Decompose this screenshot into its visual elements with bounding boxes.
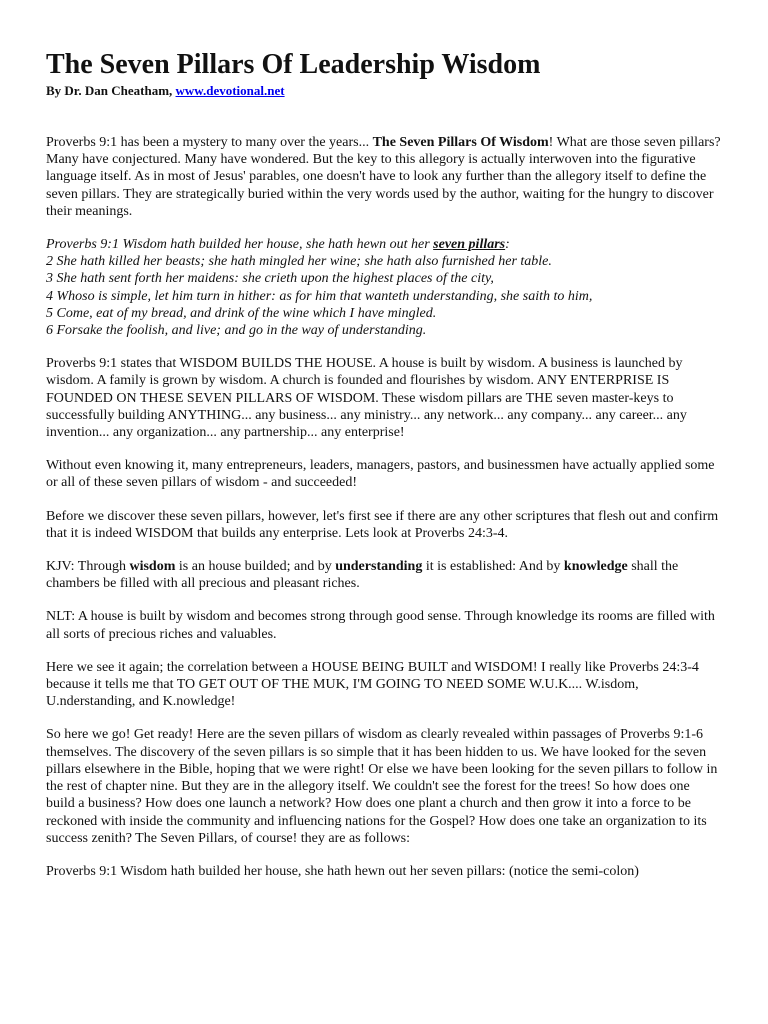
kjv-text-3: it is established: And by [422,559,564,575]
kjv-text-4: shall the chambers be filled with all precious and pleasant riches. [46,559,679,592]
verse-1 [46,236,722,253]
final-verse-paragraph: Proverbs 9:1 Wisdom hath builded her house, she hath hewn out her seven pillars: (notice the semi-colon) [46,863,639,879]
verse-1-text: Proverbs 9:1 Wisdom hath builded her house, she hath hewn out her [46,237,434,253]
intro-text-rest: ! What are those seven pillars? Many have conjectured. Many have wondered. But the key to this allegory is actually interwoven into the figurative language itself. As in most of Jesus' parables, one doesn't have to look any further than the allegory itself to define the seven pillars. They are strategically buried within the very words used by the author, waiting for the hungry to discover their meanings. [46,135,721,219]
entrepreneurs-paragraph: Without even knowing it, many entrepreneurs, leaders, managers, pastors, and businessmen have actually applied some or all of these seven pillars of wisdom - and succeeded! [46,458,715,491]
kjv-bold-knowledge: knowledge [563,559,628,575]
verse-2: 2 She hath killed her beasts; she hath mingled her wine; she hath also furnished her table. [46,254,552,270]
kjv-text-2: is an house builded; and by [175,559,336,575]
kjv-bold-wisdom: wisdom [129,559,176,575]
page-title: The Seven Pillars Of Leadership Wisdom [46,49,541,80]
intro-paragraph [46,134,722,220]
website-link[interactable]: www.devotional.net [175,83,285,98]
seven-pillars-emphasis: seven pillars [433,237,506,253]
verse-4: 4 Whoso is simple, let him turn in hither: as for him that wanteth understanding, she saith to him, [46,288,593,304]
verse-3: 3 She hath sent forth her maidens: she crieth upon the highest places of the city, [46,271,494,287]
kjv-paragraph [46,558,722,592]
seven-pillars-intro-paragraph: So here we go! Get ready! Here are the seven pillars of wisdom as clearly revealed within passages of Proverbs 9:1-6 themselves. The discovery of the seven pillars is so simple that it has been hidden to us. We have looked for the seven pillars elsewhere in the Bible, hoping that we were right! Or else we have been looking for the seven pillars to follow in the rest of chapter nine. But they are in the allegory itself. We couldn't see the forest for the trees! So how does one build a business? How does one launch a network? How does one plant a church and then grow it into a force to be reckoned with inside the community and influencing nations for the Gospel? How does one take an organization to its success zenith? The Seven Pillars, of course! they are as follows: [46,727,718,846]
verse-6: 6 Forsake the foolish, and live; and go in the way of understanding. [46,323,427,339]
byline [46,82,722,100]
kjv-text-1: KJV: Through [46,559,130,575]
nlt-paragraph: NLT: A house is built by wisdom and becomes strong through good sense. Through knowledge its rooms are filled with all sorts of precious riches and valuables. [46,609,715,642]
verse-1-colon: : [505,237,510,253]
intro-text-start: Proverbs 9:1 has been a mystery to many over the years... [46,135,373,150]
verse-5: 5 Come, eat of my bread, and drink of the wine which I have mingled. [46,305,437,321]
kjv-bold-understanding: understanding [335,559,423,575]
wisdom-builds-paragraph: Proverbs 9:1 states that WISDOM BUILDS THE HOUSE. A house is built by wisdom. A business is launched by wisdom. A family is grown by wisdom. A church is founded and flourishes by wisdom. ANY ENTERPRISE IS FOUNDED ON THESE SEVEN PILLARS OF WISDOM. These wisdom pillars are THE seven master-keys to successfully building ANYTHING... any business... any ministry... any network... any company... any career... any invention... any organization... any partnership... any enterprise! [46,356,687,441]
intro-bold-phrase: The Seven Pillars Of Wisdom [372,135,549,150]
byline-author: By Dr. Dan Cheatham, [46,83,176,98]
scriptures-paragraph: Before we discover these seven pillars, however, let's first see if there are any other scriptures that flesh out and confirm that it is indeed WISDOM that builds any enterprise. Lets look at Proverbs 24:3-4. [46,508,719,541]
scripture-quote [46,236,722,339]
correlation-paragraph: Here we see it again; the correlation between a HOUSE BEING BUILT and WISDOM! I really like Proverbs 24:3-4 because it tells me that TO GET OUT OF THE MUK, I'M GOING TO NEED SOME W.U.K.... W.isdom, U.nderstanding, and K.nowledge! [46,659,699,710]
